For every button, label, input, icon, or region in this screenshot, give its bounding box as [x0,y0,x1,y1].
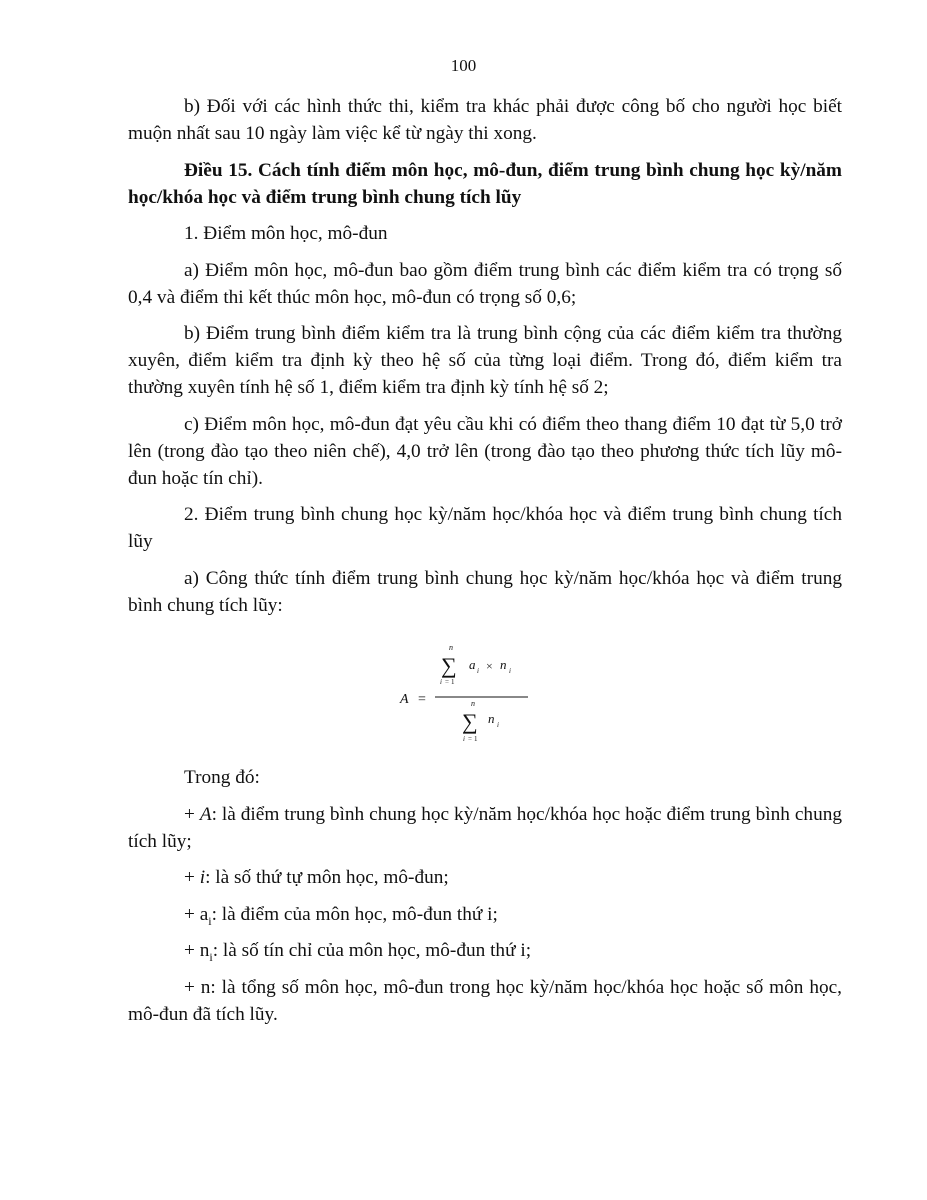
section-2a: a) Công thức tính điểm trung bình chung học kỳ/năm học/khóa học và điểm trung bình chung tích lũy: [128,567,842,616]
definition-ai-sub: i [208,913,212,928]
formula-lhs: A [400,692,409,707]
definition-a-plus: + [184,803,200,825]
article-heading: Điều 15. Cách tính điểm môn học, mô-đun, điểm trung bình chung học kỳ/năm học/khóa học và điểm trung bình chung tích lũy [128,159,842,208]
numerator-sum-symbol: ∑ [441,653,457,678]
section-1a: a) Điểm môn học, mô-đun bao gồm điểm trung bình các điểm kiểm tra có trọng số 0,4 và điểm thi kết thúc môn học, mô-đun có trọng số 0,6; [128,259,842,308]
denominator-sum-lower-var: i [463,735,465,743]
definition-ni-var: + n [184,940,210,961]
paragraph-exam-announcement: b) Đối với các hình thức thi, kiểm tra khác phải được công bố cho người học biết muộn nhất sau 10 ngày làm việc kể từ ngày thi xong. [128,96,842,144]
section-1b: b) Điểm trung bình điểm kiểm tra là trung bình cộng của các điểm kiểm tra thường xuyên, điểm kiểm tra định kỳ theo hệ số của từng loại điểm. Trong đó, điểm kiểm tra thường xuyên tính hệ số 1, điểm kiểm tra định kỳ tính hệ số 2; [128,323,842,398]
denominator-n-sub: i [497,721,499,729]
definition-ai [128,901,842,928]
definition-i-plus: + [184,867,200,888]
numerator-sum-lower-eq: = [445,678,449,686]
document-body [128,93,842,1037]
numerator-a-sub: i [477,667,479,675]
page-number: 100 [450,56,477,75]
denominator-sum-lower-eq: = [468,735,472,743]
numerator-sum-lower-var: i [440,678,442,686]
numerator-sum-upper: n [449,643,453,652]
definition-i [128,864,842,891]
definition-n: + n: là tổng số môn học, mô-đun trong học kỳ/năm học/khóa học hoặc số môn học, mô-đun đã tích lũy. [128,976,842,1025]
definition-ni-text: : là số tín chỉ của môn học, mô-đun thứ i; [212,940,532,961]
definition-ai-var: + a [184,903,209,925]
definition-ai-text: : là điểm của môn học, mô-đun thứ i; [211,903,498,925]
numerator-times: × [486,659,493,673]
numerator-n-sub: i [509,667,511,675]
average-formula [128,628,842,760]
section-1c: c) Điểm môn học, mô-đun đạt yêu cầu khi có điểm theo thang điểm 10 đạt từ 5,0 trở lên (trong đào tạo theo niên chế), 4,0 trở lên (trong đào tạo theo phương thức tích lũy mô-đun hoặc tín chỉ). [128,413,842,489]
where-label: Trong đó: [184,767,260,788]
definition-ni-sub: i [209,949,213,964]
definition-i-text: : là số thứ tự môn học, mô-đun; [205,867,449,888]
numerator-a: a [469,657,476,672]
definition-a-text: : là điểm trung bình chung học kỳ/năm học/khóa học hoặc điểm trung bình chung tích lũy; [128,803,842,852]
denominator-n: n [488,711,495,726]
denominator-sum-lower-val: 1 [474,735,478,743]
denominator-sum-symbol: ∑ [462,709,478,734]
numerator-n: n [500,657,507,672]
section-2-title: 2. Điểm trung bình chung học kỳ/năm học/khóa học và điểm trung bình chung tích lũy [128,504,842,552]
denominator-sum-upper: n [471,699,475,708]
definition-a [128,801,842,855]
formula-equals: = [418,692,426,707]
definition-a-var: A [199,803,212,825]
definition-i-var: i [199,867,206,888]
section-1-title: 1. Điểm môn học, mô-đun [184,223,388,244]
definition-ni [128,937,842,964]
numerator-sum-lower-val: 1 [451,678,455,686]
